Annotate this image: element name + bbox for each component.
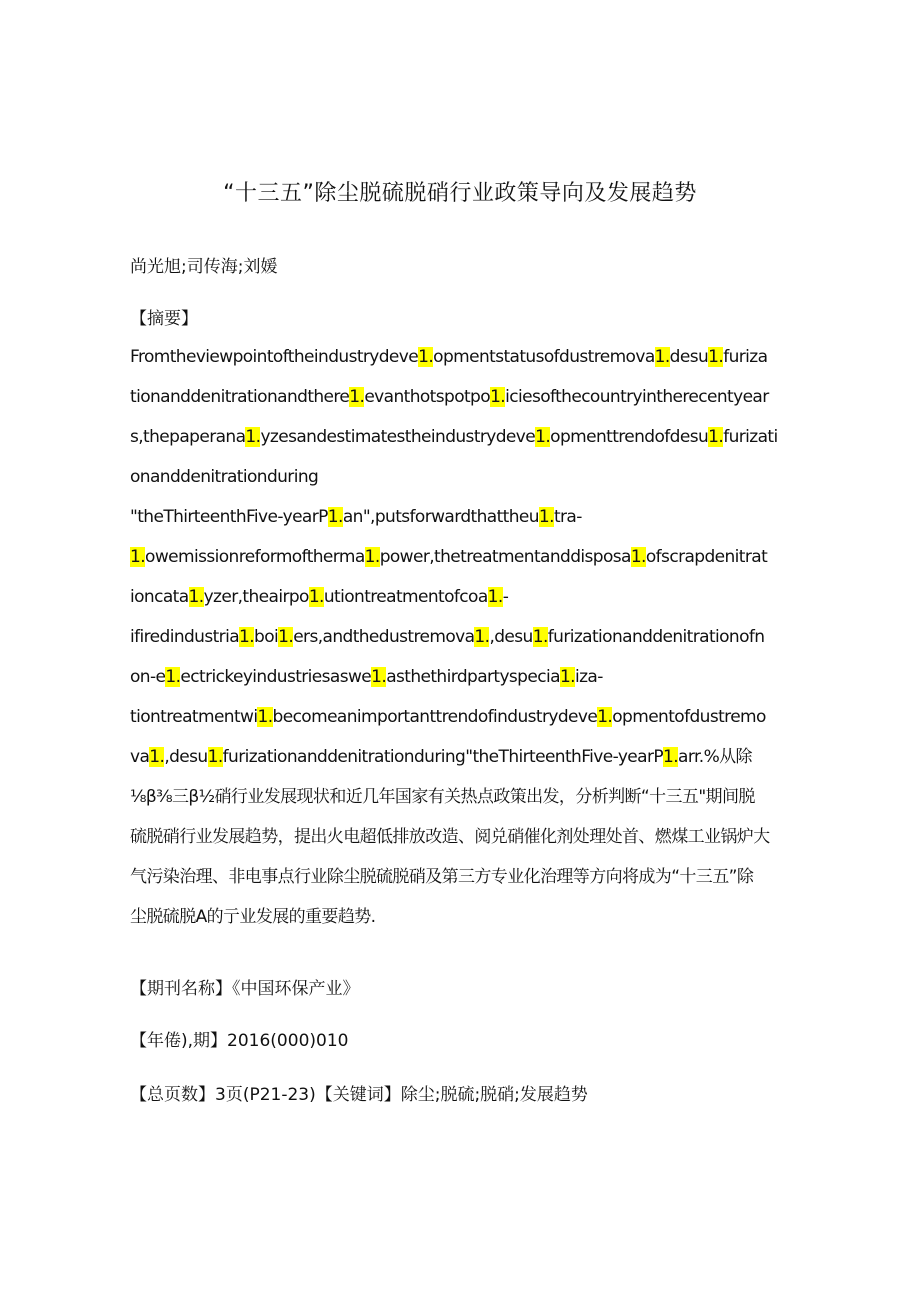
highlighted-text: 1. [559, 667, 575, 687]
abstract-text: opmenttrendofdesu [550, 427, 709, 447]
abstract-text: 硫脱硝行业发展趋势，提出火电超低排放改造、阅兑硝催化剂处理处首、燃煤工业锅炉大 [130, 827, 770, 847]
abstract-text: 气污染治理、非电事点行业除尘脱硫脱硝及第三方专业化治理等方向将成为“十三五”除 [130, 867, 754, 887]
abstract-text: 尘脱硫脱A的亍业发展的重要趋势. [130, 907, 376, 927]
highlighted-text: 1. [278, 627, 294, 647]
abstract-text: Fromtheviewpointoftheindustrydeve [130, 347, 419, 367]
abstract-text: ,desu [164, 747, 208, 767]
abstract-text: furiza [723, 347, 768, 367]
highlighted-text: 1. [474, 627, 490, 647]
abstract-text: on-e [130, 667, 166, 687]
highlighted-text: 1. [708, 347, 724, 367]
highlighted-text: 1. [597, 707, 613, 727]
highlighted-text: 1. [149, 747, 165, 767]
abstract-line [130, 537, 795, 577]
abstract-text: opmentofdustremo [612, 707, 766, 727]
abstract-line [130, 857, 795, 897]
highlighted-text: 1. [663, 747, 679, 767]
abstract-line [130, 897, 795, 937]
abstract-text: furizationanddenitrationofn [547, 627, 765, 647]
abstract-text: asthethirdpartyspecia [386, 667, 560, 687]
authors: 尚光旭;司传海;刘媛 [130, 257, 278, 277]
highlighted-text: 1. [487, 587, 503, 607]
abstract-text: tra- [553, 507, 582, 527]
abstract-line [130, 377, 795, 417]
highlighted-text: 1. [245, 427, 261, 447]
abstract-text: iciesofthecountryintherecentyear [505, 387, 769, 407]
highlighted-text: 1. [490, 387, 506, 407]
abstract-text: ioncata [130, 587, 189, 607]
abstract-line [130, 577, 795, 617]
abstract-text: tiontreatmentwi [130, 707, 258, 727]
abstract-line [130, 697, 795, 737]
abstract-text: onanddenitrationduring [130, 467, 319, 487]
abstract-text: ,desu [489, 627, 533, 647]
highlighted-text: 1. [239, 627, 255, 647]
abstract-text: s,thepaperana [130, 427, 246, 447]
abstract-line [130, 337, 795, 377]
highlighted-text: 1. [257, 707, 273, 727]
abstract-text: an",putsforwardthattheu [342, 507, 539, 527]
abstract-text: ifiredindustria [130, 627, 240, 647]
abstract-text: becomeanimportanttrendofindustrydeve [272, 707, 598, 727]
abstract-text: ectrickeyindustriesaswe [180, 667, 372, 687]
abstract-text: boi [254, 627, 279, 647]
abstract-line [130, 417, 795, 457]
abstract-text: opmentstatusofdustremova [433, 347, 655, 367]
abstract-text: desu [669, 347, 709, 367]
highlighted-text: 1. [308, 587, 324, 607]
abstract-text: yzesandestimatestheindustrydeve [260, 427, 536, 447]
abstract-line [130, 617, 795, 657]
volume-issue: 【年倦),期】2016(000)010 [130, 1031, 349, 1051]
abstract-text: furizati [723, 427, 778, 447]
abstract-text: ers,andthedustremova [293, 627, 475, 647]
abstract-text: va [130, 747, 150, 767]
highlighted-text: 1. [364, 547, 380, 567]
abstract-text: owemissionreformoftherma [145, 547, 365, 567]
abstract-line [130, 497, 795, 537]
highlighted-text: 1. [654, 347, 670, 367]
abstract-text: tionanddenitrationandthere [130, 387, 350, 407]
highlighted-text: 1. [327, 507, 343, 527]
abstract-body [130, 337, 795, 937]
abstract-line [130, 777, 795, 817]
highlighted-text: 1. [207, 747, 223, 767]
abstract-text: power,thetreatmentanddisposa [379, 547, 631, 567]
highlighted-text: 1. [535, 427, 551, 447]
abstract-text: arr.%从除 [678, 747, 752, 767]
abstract-text: ⅛β⅜三β½硝行业发展现状和近几年国家有关热点政策出发，分析判断“十三五"期间脱 [130, 787, 755, 807]
journal-name: 【期刊名称】《中国环保产业》 [130, 979, 360, 999]
abstract-text: evanthotspotpo [364, 387, 491, 407]
abstract-text: furizationanddenitrationduring"theThirteenthFive-yearP [222, 747, 664, 767]
page-title: “十三五”除尘脱硫脱硝行业政策导向及发展趋势 [223, 181, 697, 206]
abstract-text: iza- [574, 667, 603, 687]
highlighted-text: 1. [532, 627, 548, 647]
abstract-line [130, 657, 795, 697]
highlighted-text: 1. [418, 347, 434, 367]
abstract-text: yzer,theairpo [203, 587, 309, 607]
abstract-heading: 【摘要】 [130, 309, 198, 329]
highlighted-text: 1. [371, 667, 387, 687]
abstract-text: ofscrapdenitrat [645, 547, 768, 567]
highlighted-text: 1. [349, 387, 365, 407]
highlighted-text: 1. [130, 547, 146, 567]
abstract-text: - [502, 587, 509, 607]
highlighted-text: 1. [708, 427, 724, 447]
abstract-line [130, 737, 795, 777]
highlighted-text: 1. [165, 667, 181, 687]
abstract-text: "theThirteenthFive-yearP [130, 507, 328, 527]
highlighted-text: 1. [630, 547, 646, 567]
abstract-text: utiontreatmentofcoa [323, 587, 488, 607]
abstract-line [130, 817, 795, 857]
abstract-line [130, 457, 795, 497]
highlighted-text: 1. [538, 507, 554, 527]
pages-keywords: 【总页数】3页(P21-23)【关键词】除尘;脱硫;脱硝;发展趋势 [130, 1085, 588, 1105]
highlighted-text: 1. [188, 587, 204, 607]
